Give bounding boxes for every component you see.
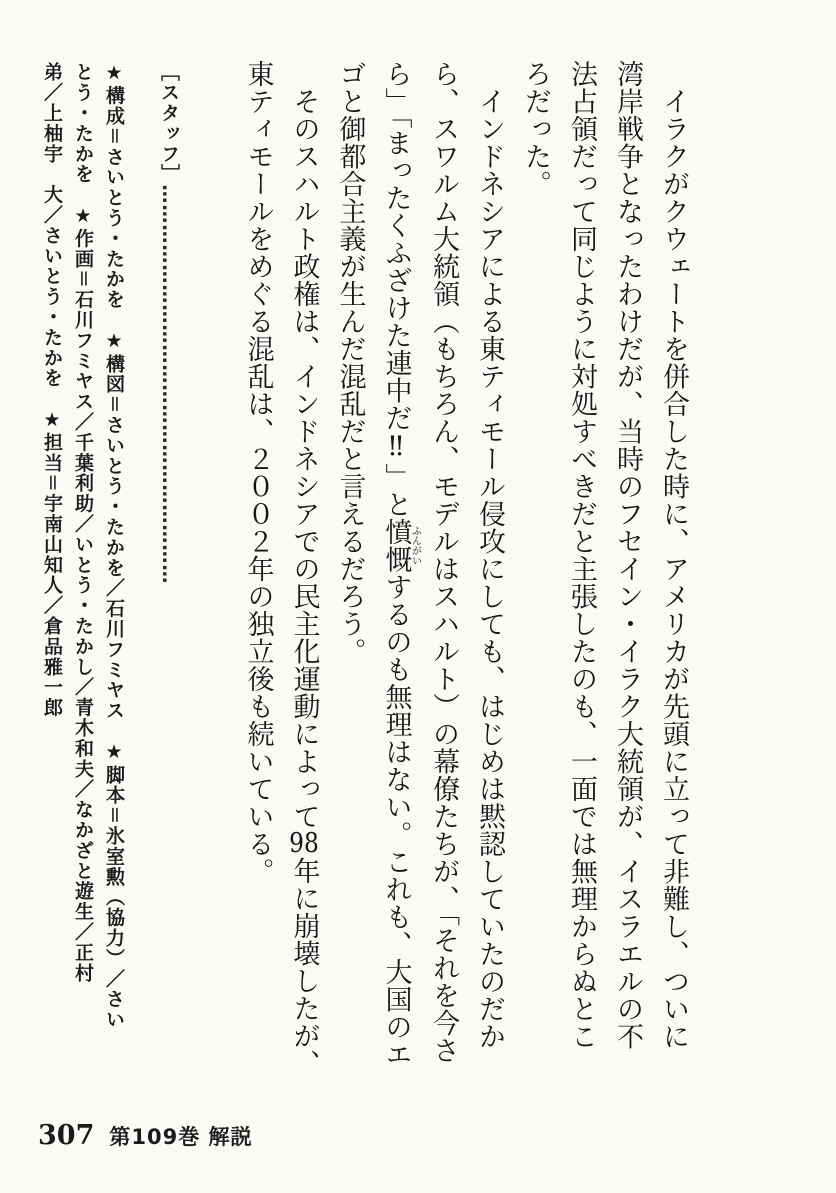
text-column <box>650 60 696 1070</box>
text-run: 法占領だって同じように対処すべきだと主張したのも、一面では無理からぬとこ <box>566 60 597 1050</box>
text-run: インドネシアによる東ティモール侵攻にしても、はじめは黙認していたのだか <box>474 60 505 1050</box>
text-column <box>327 60 373 1070</box>
page-footer <box>38 1122 253 1149</box>
ruby-annotation: 憤慨ふんがい <box>380 518 421 573</box>
text-run: イラクがクウェートを併合した時に、アメリカが先頭に立って非難し、ついに <box>658 60 689 1050</box>
text-run: 湾岸戦争となったわけだが、当時のフセイン・イラク大統領が、イスラエルの不 <box>612 60 643 1050</box>
text-run: ★構成＝さいとう・たかを ★構図＝さいとう・たかを／石川フミヤス ★脚本＝氷室勲（協力）／さい <box>103 62 125 1030</box>
text-column <box>98 62 129 1072</box>
text-column <box>67 62 98 1072</box>
text-run: ら、スワルム大統領（もちろん、モデルはスハルト）の幕僚たちが、「それを今さ <box>428 60 459 1064</box>
volume-label: 第109巻 解説 <box>109 1124 253 1149</box>
commentary-text-block <box>235 60 697 1077</box>
staff-header-label: ［スタッフ］ <box>158 62 180 185</box>
text-column <box>36 62 67 1072</box>
staff-credits-block <box>36 62 184 1072</box>
text-column <box>235 60 281 1070</box>
text-column <box>558 60 604 1070</box>
text-column <box>604 60 650 1070</box>
staff-dotted-leader: …………………………………………………… <box>158 184 180 585</box>
text-run: 弟／上柚宇 大／さいとう・たかを ★担当＝宇南山知人／倉品雅一郎 <box>41 62 63 718</box>
text-column <box>373 60 421 1070</box>
text-run: ゴと御都合主義が生んだ混乱だと言えるだろう。 <box>334 60 366 665</box>
staff-header-column <box>153 62 184 1072</box>
text-run: そのスハルト政権は、インドネシアでの民主化運動によって <box>288 60 320 830</box>
text-column <box>512 60 558 1070</box>
text-run: するのも無理はない。これも、大国のエ <box>380 573 412 1068</box>
text-column <box>420 60 466 1070</box>
text-run: とう・たかを ★作画＝石川フミヤス／千葉利助／いとう・たかし／青木和夫／なかざと遊生／正村 <box>72 62 94 983</box>
text-run: ろだった。 <box>520 60 551 198</box>
page-number: 307 <box>38 1120 95 1151</box>
text-column <box>281 60 327 1077</box>
text-run: 年に崩壊したが、 <box>288 857 320 1077</box>
text-run: ら」「まったくふざけた連中だ‼」と <box>380 60 412 518</box>
text-run: 東ティモールをめぐる混乱は、２００２年の独立後も続いている。 <box>242 60 274 885</box>
text-column <box>466 60 512 1070</box>
text-run: 98 <box>289 830 319 857</box>
